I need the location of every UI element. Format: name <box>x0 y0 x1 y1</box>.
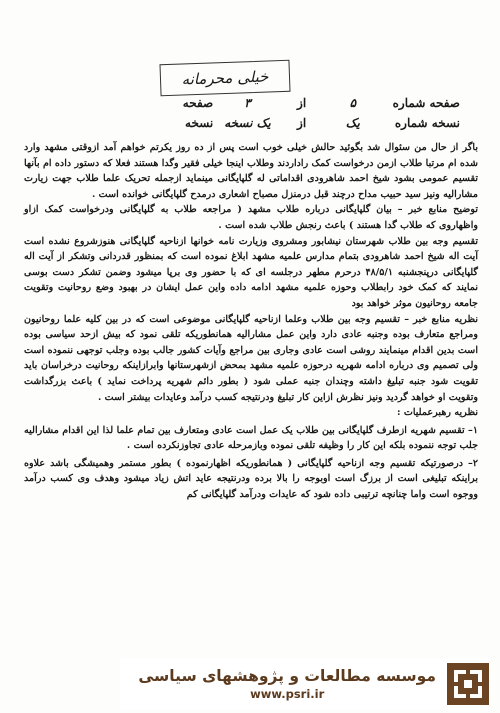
paragraph-source-opinion: نظریه منابع خبر – تقسیم وجه بین طلاب وعلما ازناحیه گلپایگانی موضوعی است که در بین کلیه علما روحانیون ومراجع متعارف بوده وجنبه عادی دارد واین عمل مشارالیه همانطوریکه تلقی نمود که بیش ازحد سیاسی بوده است بدین اقدام مینمایند روشی است عادی وجاری بین مراجع وآیات کشور جالب بوده وجلب توجهی ننموده است ولی تصمیم وی درباره ادامه شهریه درحوزه علمیه مشهد بمحض ازشهرستانها وابرازاینکه روحانیت درخراسان باید تقویت شود جنبه تبلیغ داشته وچندان جنبه عملی شود ( بطور دائم شهریه پرداخت نماید ) باعث بزرگداشت وتقویت او خواهد گردید ونیز نظرش ازاین کار تبلیغ ودرنتیجه کسب درآمد وعایدات بیشتر است . <box>24 313 478 403</box>
copy-number-line <box>100 116 460 130</box>
page-number-label: صفحه شماره <box>392 96 460 110</box>
page-tail-label: صفحه <box>182 96 214 110</box>
institute-watermark <box>120 658 490 710</box>
copy-total-value: یک نسخه <box>224 116 271 130</box>
paragraph-report: باگر از حال من سئوال شد بگوئید حالش خیلی خوب است پس از ده روز یکرتم خواهم آمد ازوقتی مشهد وارد شده ام مرتبا طلاب ازمن درخواست کمک راداردند وطلاب اینجا خیلی فقیر وگدا هستند فعلا که دستور داده ام بآنها تقسیم عمومی بشود شیخ احمد شاهرودی اقداماتی له گلپایگانی مینماید ازجمله تحریک علما طلاب جهت زیارت مشارالیه ونیز سید حبیب مداح درچند قبل درمنزل مصباح اشعاری درمدح گلپایگانی خوانده است . <box>24 142 478 200</box>
paragraph-source-explanation: توضیح منابع خبر – بیان گلپایگانی درباره طلاب مشهد ( مراجعه طلاب به گلپایگانی ودرخواست کمک ازاو واظهاروی که طلاب گدا هستند ) باعث رنجش طلاب شده است . <box>24 204 478 231</box>
document-body <box>24 140 478 503</box>
opinion-item-2: ۲– درصورتیکه تقسیم وجه ازناحیه گلپایگانی ( همانطوریکه اظهارنموده ) بطور مستمر وهمیشگی باشد علاوه براینکه تبلیغی است از برزگ است اوبوجه را بالا برده ودرنتیجه عاید اتش زیاد میشود وهدف وی کسب درآمد ووجوه است واما چنانچه ترتیبی داده شود که عایدات ودرآمد گلپایگانی کم <box>24 457 478 501</box>
paragraph-distribution: تقسیم وجه بین طلاب شهرستان نیشابور ومشروی وزیارت نامه خوانها ازناحیه گلپایگانی هنوزشروع نشده است آیت اله شیخ احمد شاهرودی بتمام مدارس علمیه مشهد ابلاغ نموده است که بمنظور قدردانی وتشکر از آیت اله گلپایگانی درپنجشنبه ۴۸/۵/۱ درحرم مطهر درجلسه ای که با حضور وی برپا میشود وضمن تشکر دست بوسی نمایند که کمک خود رابطلاب وحوزه علمیه مشهد ادامه داده واین عمل ایشان در بهبود وضع روحانیت وتقویت جامعه روحانیون موثر خواهد بود <box>24 235 478 309</box>
institute-text-block <box>138 667 436 701</box>
operations-opinion-heading: نظریه رهبرعملیات : <box>396 407 478 419</box>
copy-of-label: از <box>297 116 307 130</box>
copy-number-label: نسخه شماره <box>394 116 460 130</box>
institute-name: موسسه مطالعات و پژوهشهای سیاسی <box>138 667 436 685</box>
classification-stamp: خیلی محرمانه <box>159 60 290 97</box>
opinion-item-1: ۱– تقسیم شهریه ازطرف گلپایگانی بین طلاب یک عمل است عادی ومتعارف بین تمام علما لذا این اقدام مشارالیه جلب توجه ننموده بلکه این کار را وظیفه تلقی نموده وبازمرحله عادی تجاوزنکرده است . <box>24 424 478 452</box>
page-number-line <box>100 96 460 110</box>
page-number-value: ۵ <box>349 96 357 110</box>
copy-tail-label: نسخه <box>185 116 214 130</box>
page-of-label: از <box>297 96 307 110</box>
page-total-value: ۳ <box>244 96 251 110</box>
institute-url: www.psri.ir <box>250 687 325 701</box>
copy-number-value: یک <box>345 116 360 130</box>
institute-logo-icon <box>446 662 490 706</box>
